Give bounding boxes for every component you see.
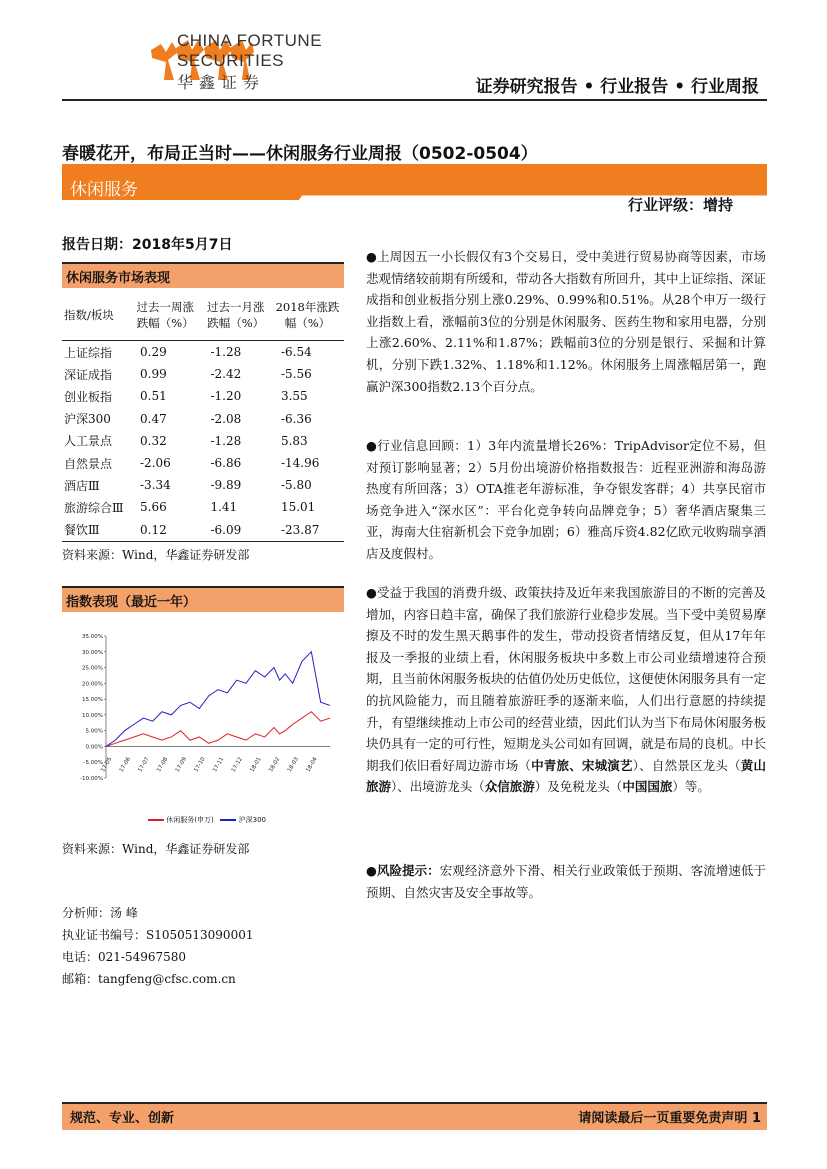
market-section-header	[62, 262, 344, 288]
table-row	[62, 519, 344, 542]
legend-label-hs300: 沪深300	[238, 816, 266, 824]
y-tick-label: 35.00%	[82, 634, 103, 640]
chart-source: 资料来源：Wind，华鑫证券研发部	[62, 842, 250, 856]
paragraph-outlook	[366, 582, 766, 798]
table-cell: 15.01	[280, 500, 316, 515]
brand-line-2: SECURITIES	[177, 51, 285, 70]
index-section-header	[62, 586, 344, 612]
table-cell: -14.96	[280, 456, 320, 471]
paragraph-market	[366, 246, 766, 397]
table-cell: -6.09	[200, 519, 270, 542]
table-row	[62, 385, 344, 407]
table-cell: 0.12	[130, 519, 200, 542]
table-cell: -6.54	[280, 345, 312, 360]
bullet-icon: ●	[366, 249, 378, 264]
paragraph-text: 行业信息回顾：1）3年内流量增长26%：TripAdvisor定位不易，但对预订影响显著；2）5月份出境游价格指数报告：近程亚洲游和海岛游热度有所回落；3）OTA推老年游标准，争夺银发客群；4）共享民宿市场竞争进入“深水区”：平台化竞争转向品牌竞争；5）奢华酒店聚集三亚，海南大住宿新机会下竞争加剧；6）雅高斥资4.82亿欧元收购瑞享酒店及度假村。	[366, 438, 766, 561]
x-tick-label: 18-04	[305, 756, 319, 774]
bullet-icon: ●	[366, 863, 377, 878]
bullet-icon: ●	[366, 438, 378, 453]
table-header-row	[62, 290, 344, 341]
row-label: 酒店Ⅲ	[64, 478, 100, 493]
table-row	[62, 408, 344, 430]
stock-highlight: 众信旅游	[484, 779, 535, 795]
analyst-info	[62, 902, 253, 990]
table-cell: 5.83	[280, 433, 308, 448]
x-tick-label: 18-02	[268, 756, 282, 774]
table-cell: -5.80	[280, 478, 312, 493]
report-date: 报告日期：2018年5月7日	[62, 237, 233, 253]
y-tick-label: 10.00%	[82, 712, 103, 719]
table-row	[62, 341, 344, 364]
table-cell: -6.86	[210, 456, 242, 471]
table-cell: 0.32	[140, 433, 167, 448]
analyst-name: 分析师：汤 峰	[62, 906, 138, 920]
brand-english	[177, 31, 322, 71]
table-cell: -9.89	[210, 478, 242, 493]
paragraph-text: ）等。	[672, 779, 710, 795]
table-cell: 0.51	[140, 389, 167, 404]
x-tick-label: 18-03	[286, 756, 300, 774]
row-label: 创业板指	[64, 389, 113, 404]
table-row	[62, 474, 344, 496]
x-tick-label: 17-07	[137, 756, 151, 774]
table-cell: 0.29	[140, 345, 167, 360]
table-header: 过去一周涨跌幅（%）	[130, 290, 200, 341]
stock-highlight: 中青旅、宋城演艺	[531, 757, 633, 773]
row-label: 上证综指	[64, 345, 113, 360]
paragraph-text: 受益于我国的消费升级、政策扶持及近年来我国旅游目的不断的完善及增加，内容日趋丰富，确保了我们旅游行业稳步发展。当下受中美贸易摩擦及不时的发生黑天鹅事件的发生，带动投资者情绪反复，但从17年年报及一季报的业绩上看，休闲服务板块中多数上市公司业绩增速符合预期，且当前休闲服务板块的估值仍处历史低位，这便使休闲服务具有一定的抗风险能力，而且随着旅游旺季的逐渐来临，人们出行意愿的持续提升，有望继续推动上市公司的经营业绩，因此们认为当下布局休闲服务板块仍具有一定的可行性，短期龙头公司如有回调，就是布局的良机。中长期我们依旧看好周边游市场（	[366, 585, 767, 773]
table-cell: 1.41	[210, 500, 238, 515]
legend-swatch-leisure	[148, 819, 164, 821]
y-tick-label: -10.00%	[80, 776, 103, 782]
table-cell: -1.20	[210, 389, 242, 404]
paragraph-risk	[366, 860, 766, 903]
table-row	[62, 452, 344, 474]
table-cell: -2.08	[210, 411, 242, 426]
legend-label-leisure: 休闲服务(申万)	[166, 816, 214, 824]
table-cell: -23.87	[271, 519, 344, 542]
paragraph-text: 宏观经济意外下滑、相关行业政策低于预期、客流增速低于预期、自然灾害及安全事故等。	[366, 863, 766, 900]
x-tick-label: 17-12	[230, 756, 244, 774]
table-cell: -2.06	[140, 456, 171, 471]
row-label: 人工景点	[64, 434, 113, 449]
footer-slogan: 规范、专业、创新	[70, 1111, 175, 1126]
table-cell: -1.28	[210, 345, 242, 360]
table-cell: -5.56	[280, 367, 312, 382]
chart-legend	[148, 815, 266, 825]
y-tick-label: 25.00%	[82, 665, 103, 672]
table-cell: 5.66	[140, 500, 167, 515]
report-type: 证券研究报告 • 行业报告 • 行业周报	[475, 77, 759, 97]
y-tick-label: 15.00%	[82, 697, 103, 704]
y-tick-label: 5.00%	[85, 728, 103, 735]
market-table	[62, 290, 344, 542]
table-cell: 3.55	[280, 389, 308, 404]
analyst-phone: 电话：021-54967580	[62, 950, 187, 964]
series-line-0	[106, 712, 330, 747]
paragraph-text: ）、自然景区龙头（	[632, 757, 741, 773]
table-cell: -1.28	[210, 433, 242, 448]
table-cell: 0.99	[140, 367, 167, 382]
report-title: 春暖花开，布局正当时——休闲服务行业周报（0502-0504）	[62, 144, 538, 164]
row-label: 餐饮Ⅲ	[62, 519, 130, 542]
table-row	[62, 496, 344, 518]
table-header: 过去一月涨跌幅（%）	[200, 290, 270, 341]
y-tick-label: 0.00%	[85, 744, 103, 751]
series-line-1	[106, 652, 330, 747]
table-header: 指数/板块	[62, 290, 130, 341]
row-label: 旅游综合Ⅲ	[64, 500, 124, 515]
risk-label: 风险提示：	[376, 863, 440, 878]
legend-swatch-hs300	[220, 819, 236, 821]
y-tick-label: 30.00%	[82, 649, 103, 656]
stock-highlight: 中国国旅	[622, 779, 673, 795]
x-tick-label: 18-01	[249, 756, 263, 774]
paragraph-text: ）、出境游龙头（	[391, 779, 485, 795]
row-label: 自然景点	[64, 456, 113, 471]
x-tick-label: 17-05	[100, 756, 114, 774]
table-source: 资料来源：Wind，华鑫证券研发部	[62, 548, 250, 562]
table-cell: -3.34	[140, 478, 171, 493]
y-tick-label: 20.00%	[82, 681, 103, 688]
category-label: 休闲服务	[70, 180, 138, 200]
x-tick-label: 17-11	[212, 756, 226, 774]
stock-highlight: 黄山旅游	[366, 757, 766, 795]
table-row	[62, 363, 344, 385]
brand-chinese: 华鑫证券	[177, 73, 266, 92]
table-header: 2018年涨跌幅（%）	[271, 290, 344, 341]
bullet-icon: ●	[366, 585, 377, 600]
industry-rating: 行业评级：增持	[627, 196, 733, 214]
row-label: 深证成指	[64, 367, 113, 382]
index-chart	[68, 630, 338, 810]
x-tick-label: 17-06	[118, 756, 132, 774]
x-tick-label: 17-08	[156, 756, 170, 774]
table-cell: 0.47	[140, 411, 167, 426]
header-divider	[62, 99, 767, 101]
market-section-label: 休闲服务市场表现	[66, 271, 171, 286]
table-cell: -6.36	[280, 411, 312, 426]
x-tick-label: 17-09	[174, 756, 188, 774]
index-section-label: 指数表现（最近一年）	[66, 595, 197, 610]
table-row	[62, 430, 344, 452]
x-tick-label: 17-10	[193, 756, 207, 774]
analyst-email[interactable]: 邮箱：tangfeng@cfsc.com.cn	[62, 972, 236, 986]
table-cell: -2.42	[210, 367, 242, 382]
y-tick-label: -5.00%	[83, 760, 103, 767]
footer-disclaimer: 请阅读最后一页重要免责声明 1	[578, 1111, 761, 1126]
analyst-cert: 执业证书编号：S1050513090001	[62, 928, 254, 942]
paragraph-text: 上周因五一小长假仅有3个交易日，受中美进行贸易协商等因素，市场悲观情绪较前期有所缓和，带动各大指数有所回升，其中上证综指、深证成指和创业板指分别上涨0.29%、0.99%和0.51%。从28个申万一级行业指数上看，涨幅前3位的分别是休闲服务、医药生物和家用电器，分别上涨2.60%、2.11%和1.87%；跌幅前3位的分别是银行、采掘和计算机，分别下跌1.32%、1.18%和1.12%。休闲服务上周涨幅居第一，跑赢沪深300指数2.13个百分点。	[366, 249, 767, 394]
brand-line-1: CHINA FORTUNE	[177, 31, 323, 50]
paragraph-text: ）及免税龙头（	[534, 779, 623, 795]
row-label: 沪深300	[64, 412, 111, 427]
paragraph-news	[366, 435, 766, 565]
